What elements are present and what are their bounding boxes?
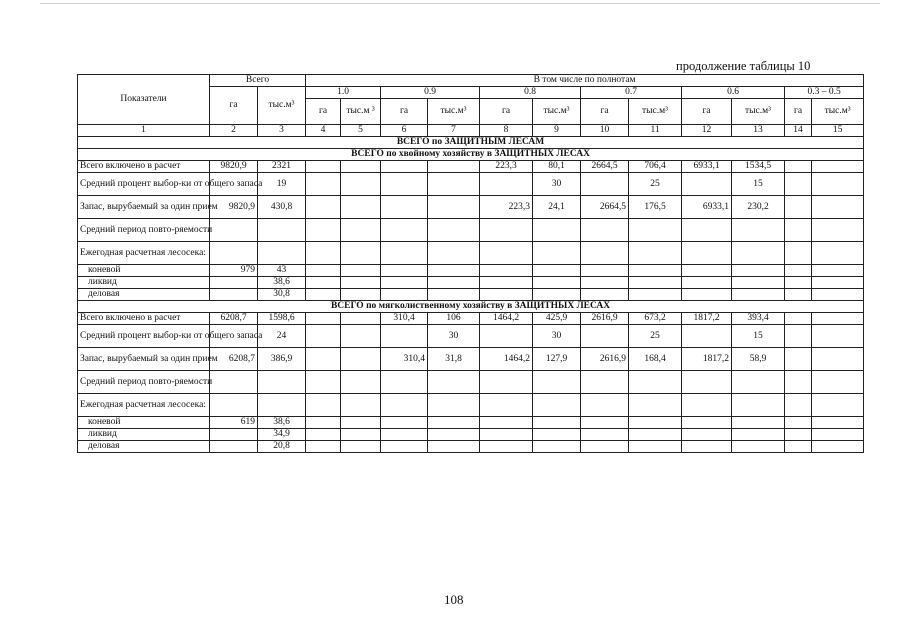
table-cell [381,325,428,348]
table-row [78,441,864,453]
table-cell [629,277,682,289]
row-label: деловая [78,441,210,453]
table-cell [581,265,629,277]
col-number: 13 [732,125,785,137]
table-cell [812,394,864,417]
table-row [78,289,864,301]
table-cell [306,313,341,325]
table-cell [480,242,533,265]
header-ha: га [306,99,341,125]
table-cell [533,441,581,453]
table-cell [381,265,428,277]
header-density-0-8: 0.8 [480,87,581,99]
table-cell [785,429,812,441]
table-cell [428,196,480,219]
table-cell: 2321 [258,161,306,173]
row-label: Запас, вырубаемый за один прием [78,196,210,219]
col-number: 2 [210,125,258,137]
table-cell: 1817,2 [682,348,732,371]
table-cell [533,394,581,417]
header-ths: тыс.м³ [533,99,581,125]
table-row [78,196,864,219]
table-cell: 19 [258,173,306,196]
table-cell [812,265,864,277]
table-cell [428,161,480,173]
table-cell [306,348,341,371]
table-cell [533,429,581,441]
table-cell [629,265,682,277]
header-density-0-6: 0.6 [682,87,785,99]
table-cell [629,417,682,429]
table-cell [306,161,341,173]
table-cell [581,277,629,289]
table-cell [210,289,258,301]
table-cell [732,289,785,301]
table-cell [480,173,533,196]
table-cell [812,277,864,289]
table-cell [682,173,732,196]
table-cell [682,394,732,417]
row-label: Средний процент выбор-ки от общего запаса [78,173,210,196]
table-cell: 310,4 [381,313,428,325]
table-cell [480,417,533,429]
table-cell [381,289,428,301]
table-cell [381,161,428,173]
table-cell [258,394,306,417]
row-label: ликвид [78,277,210,289]
table-cell [480,394,533,417]
table-cell [341,394,381,417]
table-cell [785,242,812,265]
row-label: ликвид [78,429,210,441]
header-ths: тыс.м³ [732,99,785,125]
table-cell [306,219,341,242]
table-cell [812,325,864,348]
table-cell [381,394,428,417]
table-cell [581,325,629,348]
table-cell [341,161,381,173]
table-cell [381,441,428,453]
table-row [78,325,864,348]
table-cell [306,196,341,219]
forest-table [77,74,864,453]
table-cell: 706,4 [629,161,682,173]
table-cell [812,219,864,242]
table-cell [428,429,480,441]
row-label: Средний процент выбор-ки от общего запаса [78,325,210,348]
col-number: 5 [341,125,381,137]
table-cell: 176,5 [629,196,682,219]
table-cell [306,441,341,453]
table-cell [428,394,480,417]
table-cell [210,371,258,394]
header-incl-density: В том числе по полнотам [306,75,864,87]
table-cell: 34,9 [258,429,306,441]
table-cell [682,265,732,277]
table-cell: 9820,9 [210,196,258,219]
table-cell: 2664,5 [581,161,629,173]
table-cell [812,161,864,173]
table-cell: 168,4 [629,348,682,371]
table-cell [682,219,732,242]
table-cell [341,173,381,196]
row-label: Всего включено в расчет [78,313,210,325]
table-cell [306,265,341,277]
table-cell [732,219,785,242]
table-cell: 58,9 [732,348,785,371]
table-cell: 6208,7 [210,313,258,325]
table-cell [210,219,258,242]
table-cell: 38,6 [258,417,306,429]
table-cell: 24,1 [533,196,581,219]
table-cell [306,371,341,394]
table-cell [341,277,381,289]
page-number: 108 [444,592,464,607]
table-cell [306,417,341,429]
table-cell: 1464,2 [480,313,533,325]
table-cell [732,429,785,441]
table-cell [581,441,629,453]
table-row [78,371,864,394]
table-cell [428,441,480,453]
table-cell [533,242,581,265]
table-cell: 25 [629,173,682,196]
table-cell: 25 [629,325,682,348]
row-label: Средний период повто-ряемости [78,219,210,242]
table-cell [381,277,428,289]
table-cell [629,289,682,301]
table-cell [682,277,732,289]
table-cell [480,371,533,394]
table-cell: 673,2 [629,313,682,325]
table-cell: 30,8 [258,289,306,301]
table-cell [480,277,533,289]
table-row [78,394,864,417]
header-ths: тыс.м³ [812,99,864,125]
table-cell [581,219,629,242]
table-cell [785,196,812,219]
table-cell [341,371,381,394]
table-cell [480,325,533,348]
table-cell [341,289,381,301]
row-label: Ежегодная расчетная лесосека: [78,242,210,265]
table-cell [428,265,480,277]
table-cell [812,441,864,453]
table-cell [629,371,682,394]
table-cell: 127,9 [533,348,581,371]
table-cell: 310,4 [381,348,428,371]
table-cell [258,219,306,242]
table-cell [682,429,732,441]
table-cell [732,417,785,429]
header-ths: тыс.м³ [428,99,480,125]
table-cell [341,441,381,453]
table-cell [258,371,306,394]
table-row [78,265,864,277]
table-cell: 24 [258,325,306,348]
table-caption: продолжение таблицы 10 [676,59,811,73]
table-cell [785,161,812,173]
col-number: 10 [581,125,629,137]
col-number: 7 [428,125,480,137]
table-cell [785,417,812,429]
col-number: 14 [785,125,812,137]
row-label: Средний период повто-ряемости [78,371,210,394]
table-cell [812,348,864,371]
table-cell [210,277,258,289]
table-cell [533,277,581,289]
table-cell [341,417,381,429]
col-number: 3 [258,125,306,137]
table-cell: 6933,1 [682,196,732,219]
table-cell: 30 [533,173,581,196]
table-cell [581,429,629,441]
table-cell [480,429,533,441]
table-cell [533,219,581,242]
table-cell [210,242,258,265]
col-number: 11 [629,125,682,137]
table-cell [341,219,381,242]
table-cell [341,429,381,441]
table-cell [682,242,732,265]
table-cell [381,242,428,265]
table-cell: 106 [428,313,480,325]
table-cell [428,371,480,394]
col-number: 15 [812,125,864,137]
header-density-1-0: 1.0 [306,87,381,99]
table-cell [533,265,581,277]
table-cell [210,394,258,417]
table-cell [812,371,864,394]
table-cell: 15 [732,173,785,196]
table-cell: 425,9 [533,313,581,325]
header-ha: га [785,99,812,125]
col-number: 8 [480,125,533,137]
table-cell [785,173,812,196]
header-indicators: Показатели [78,75,210,125]
table-cell [732,371,785,394]
table-cell [381,196,428,219]
table-cell [581,417,629,429]
table-cell [381,219,428,242]
col-number: 1 [78,125,210,137]
table-cell [581,394,629,417]
table-cell [306,289,341,301]
table-cell: 31,8 [428,348,480,371]
header-ha: га [682,99,732,125]
header-density-0-3-0-5: 0.3 – 0.5 [785,87,864,99]
table-cell: 223,3 [480,161,533,173]
table-cell [480,441,533,453]
table-cell [258,242,306,265]
table-cell [381,173,428,196]
table-row [78,429,864,441]
table-cell: 6208,7 [210,348,258,371]
header-total-ha: га [210,87,258,125]
section-title: ВСЕГО по ЗАЩИТНЫМ ЛЕСАМ [78,137,864,149]
table-row [78,277,864,289]
row-label: коневой [78,417,210,429]
table-cell: 1464,2 [480,348,533,371]
table-cell: 619 [210,417,258,429]
table-cell: 223,3 [480,196,533,219]
table-cell [785,371,812,394]
table-cell [428,289,480,301]
table-cell [581,289,629,301]
table-cell: 979 [210,265,258,277]
table-row [78,313,864,325]
table-cell [533,289,581,301]
table-cell [381,371,428,394]
header-density-0-9: 0.9 [381,87,480,99]
table-cell: 430,8 [258,196,306,219]
table-cell [812,429,864,441]
table-cell: 43 [258,265,306,277]
table-cell [682,289,732,301]
table-cell [306,429,341,441]
table-cell [732,441,785,453]
row-label: Запас, вырубаемый за один прием [78,348,210,371]
table-cell [629,242,682,265]
table-cell: 9820,9 [210,161,258,173]
table-cell [480,265,533,277]
table-cell: 15 [732,325,785,348]
table-cell [732,242,785,265]
header-ha: га [480,99,533,125]
table-cell [210,441,258,453]
col-number: 9 [533,125,581,137]
table-cell [581,371,629,394]
table-cell [341,325,381,348]
col-number: 12 [682,125,732,137]
col-number: 4 [306,125,341,137]
table-cell [812,173,864,196]
table-cell [785,325,812,348]
header-total-ths: тыс.м³ [258,87,306,125]
table-cell [812,196,864,219]
table-cell: 2616,9 [581,348,629,371]
table-cell [341,196,381,219]
table-cell [581,242,629,265]
table-cell [629,441,682,453]
table-cell [732,394,785,417]
table-cell: 80,1 [533,161,581,173]
table-cell [428,173,480,196]
table-cell [812,242,864,265]
table-cell [581,173,629,196]
table-cell [306,325,341,348]
block-title: ВСЕГО по хвойному хозяйству в ЗАЩИТНЫХ ЛЕСАХ [78,149,864,161]
header-total: Всего [210,75,306,87]
table-cell [785,219,812,242]
header-ths-wrapped: тыс.м ³ [341,99,381,125]
table-cell [785,313,812,325]
table-cell [682,371,732,394]
table-row [78,417,864,429]
table-cell [306,277,341,289]
table-cell [785,394,812,417]
table-row [78,242,864,265]
table-cell: 38,6 [258,277,306,289]
table-cell [785,289,812,301]
table-cell [812,417,864,429]
table-cell [341,265,381,277]
table-cell: 2616,9 [581,313,629,325]
table-cell [341,242,381,265]
table-cell: 30 [428,325,480,348]
table-cell [428,277,480,289]
table-cell: 6933,1 [682,161,732,173]
top-border-line [40,3,880,4]
table-cell: 386,9 [258,348,306,371]
table-cell [785,277,812,289]
table-cell: 1598,6 [258,313,306,325]
header-ha: га [381,99,428,125]
header-ha: га [581,99,629,125]
table-cell: 2664,5 [581,196,629,219]
table-cell: 1534,5 [732,161,785,173]
table-cell: 230,2 [732,196,785,219]
table-row [78,173,864,196]
table-cell [682,325,732,348]
table-cell [629,429,682,441]
table-cell [381,417,428,429]
table-cell [341,313,381,325]
table-cell: 30 [533,325,581,348]
col-number: 6 [381,125,428,137]
table-cell [732,265,785,277]
table-cell: 20,8 [258,441,306,453]
table-cell [785,441,812,453]
table-cell [533,417,581,429]
table-cell [306,173,341,196]
table-cell [381,429,428,441]
table-cell [629,219,682,242]
table-cell [306,394,341,417]
table-cell [682,417,732,429]
table-cell [533,371,581,394]
header-ths: тыс.м³ [629,99,682,125]
table-cell [428,242,480,265]
table-cell [812,313,864,325]
row-label: Ежегодная расчетная лесосека: [78,394,210,417]
table-cell [732,277,785,289]
table-cell [682,441,732,453]
table-cell [629,394,682,417]
table-cell [341,348,381,371]
header-density-0-7: 0.7 [581,87,682,99]
table-cell [210,429,258,441]
table-row [78,161,864,173]
table-cell [428,417,480,429]
table-cell [785,348,812,371]
row-label: Всего включено в расчет [78,161,210,173]
table-cell: 393,4 [732,313,785,325]
table-row [78,348,864,371]
row-label: деловая [78,289,210,301]
table-row [78,219,864,242]
row-label: коневой [78,265,210,277]
table-cell: 1817,2 [682,313,732,325]
table-cell [785,265,812,277]
table-cell [480,219,533,242]
block-title: ВСЕГО по мягколиственному хозяйству в ЗАЩИТНЫХ ЛЕСАХ [78,301,864,313]
table-cell [812,289,864,301]
table-cell [480,289,533,301]
table-cell [428,219,480,242]
table-cell [306,242,341,265]
